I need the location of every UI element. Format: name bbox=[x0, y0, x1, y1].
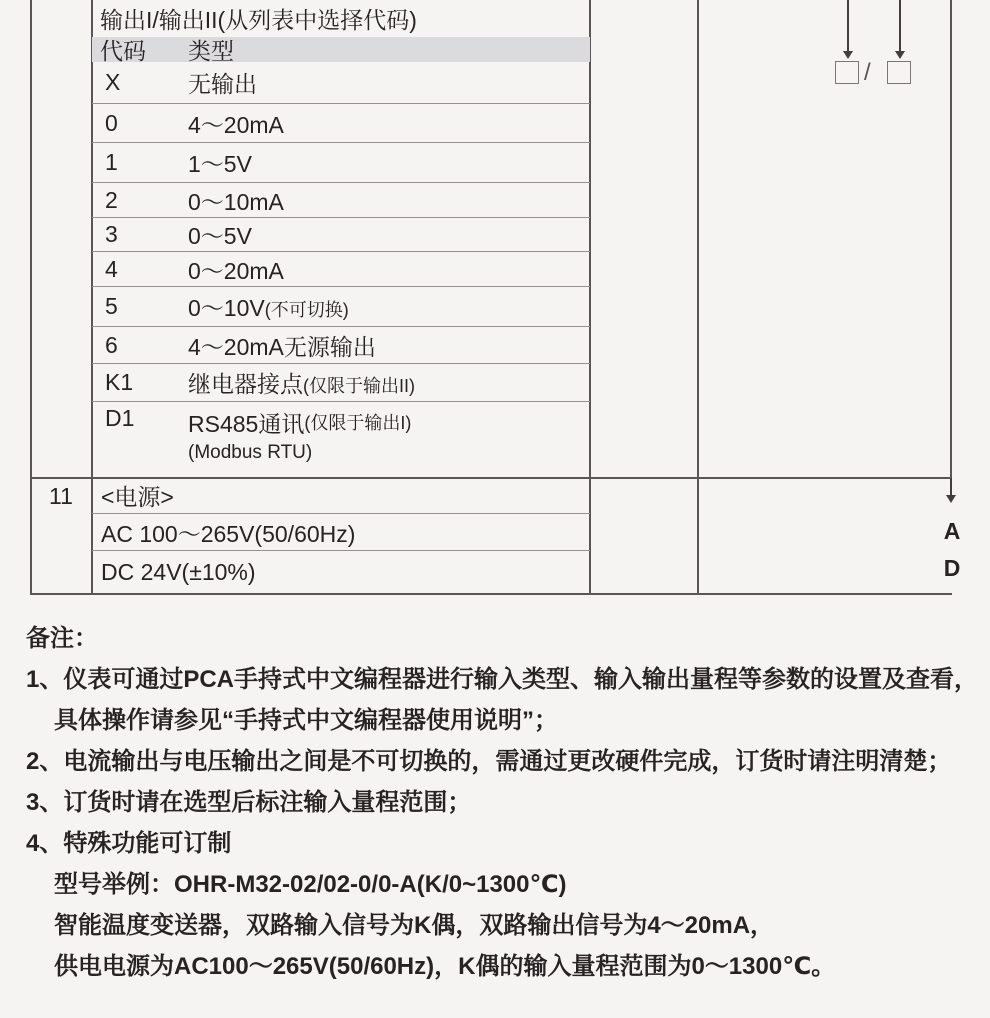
code-row bbox=[92, 218, 590, 252]
slot-separator: / bbox=[864, 59, 871, 86]
code-row bbox=[92, 183, 590, 218]
mid-column-divider bbox=[697, 0, 699, 595]
code-type: 0～10mA bbox=[188, 188, 284, 215]
note-line: 智能温度变送器，双路输入信号为K偶，双路输出信号为4～20mA， bbox=[54, 912, 775, 939]
note-line: 4、特殊功能可订制 bbox=[26, 830, 232, 857]
code-value: 2 bbox=[105, 186, 118, 213]
note-line: 供电电源为AC100～265V(50/60Hz)，K偶的输入量程范围为0～1300℃。 bbox=[54, 953, 836, 980]
power-option-ac: AC 100～265V(50/60Hz) bbox=[92, 514, 590, 551]
code-type-note: (仅限于输出II) bbox=[303, 376, 415, 396]
power-code-a: A bbox=[943, 518, 961, 544]
note-line: 3、订货时请在选型后标注输入量程范围； bbox=[26, 789, 472, 816]
note-line: 2、电流输出与电压输出之间是不可切换的，需通过更改硬件完成，订货时请注明清楚； bbox=[26, 748, 952, 775]
code-value: 3 bbox=[105, 221, 118, 247]
code-type: 4～20mA无源输出 bbox=[188, 333, 376, 360]
code-type-note: (不可切换) bbox=[264, 300, 349, 320]
code-row bbox=[92, 252, 590, 287]
code-row bbox=[92, 327, 590, 364]
code-value: D1 bbox=[105, 405, 135, 431]
code-value: 6 bbox=[105, 331, 118, 358]
code-value: 5 bbox=[105, 293, 118, 319]
code-value: 1 bbox=[105, 149, 118, 175]
code-row bbox=[92, 364, 590, 402]
code-row bbox=[92, 402, 590, 477]
type-column-header: 类型 bbox=[188, 38, 234, 64]
note-line: 具体操作请参见“手持式中文编程器使用说明”； bbox=[54, 707, 558, 734]
code-type: 1～5V bbox=[188, 151, 252, 177]
code-row bbox=[92, 62, 590, 104]
down-arrow-head-icon bbox=[895, 51, 905, 59]
table-bottom-border bbox=[30, 593, 952, 595]
code-type: 继电器接点(仅限于输出II) bbox=[188, 371, 415, 397]
code-value: 4 bbox=[105, 255, 118, 282]
down-arrow-icon bbox=[899, 0, 901, 52]
code-value: 0 bbox=[105, 109, 118, 136]
code-type-note: (仅限于输出I) bbox=[304, 413, 412, 433]
code-type: 0～10V(不可切换) bbox=[188, 295, 349, 321]
note-line: 1、仪表可通过PCA手持式中文编程器进行输入类型、输入输出量程等参数的设置及查看， bbox=[26, 666, 979, 693]
down-arrow-head-icon bbox=[843, 51, 853, 59]
output-section-title: 输出I/输出II(从列表中选择代码) bbox=[100, 7, 417, 33]
code-type: 0～5V bbox=[188, 223, 252, 249]
code-row bbox=[92, 143, 590, 183]
output-code-table bbox=[92, 0, 590, 477]
code-table-header bbox=[92, 37, 590, 62]
output2-code-box bbox=[887, 61, 911, 84]
code-type-note2: (Modbus RTU) bbox=[188, 442, 313, 463]
power-section-title: <电源> bbox=[92, 477, 590, 514]
table-right-border bbox=[950, 0, 952, 477]
row-number: 11 bbox=[49, 482, 73, 509]
code-type: 4～20mA bbox=[188, 111, 284, 138]
down-arrow-head-icon bbox=[946, 495, 956, 503]
code-row bbox=[92, 287, 590, 327]
code-type: 0～20mA bbox=[188, 257, 284, 284]
code-column-header: 代码 bbox=[100, 38, 146, 64]
down-arrow-icon bbox=[950, 478, 952, 496]
code-value: K1 bbox=[105, 369, 134, 395]
notes-section bbox=[26, 615, 984, 984]
power-option-dc: DC 24V(±10%) bbox=[101, 558, 256, 585]
code-type: 无输出 bbox=[188, 71, 257, 97]
code-value: X bbox=[105, 69, 121, 95]
code-type: RS485通讯 (仅限于输出I) (Modbus RTU) bbox=[188, 405, 590, 464]
note-line: 型号举例：OHR-M32-02/02-0/0-A(K/0~1300℃) bbox=[54, 871, 567, 898]
notes-heading: 备注： bbox=[26, 625, 98, 652]
down-arrow-icon bbox=[847, 0, 849, 52]
output1-code-box bbox=[835, 61, 859, 84]
code-row bbox=[92, 104, 590, 143]
power-code-d: D bbox=[943, 555, 961, 581]
